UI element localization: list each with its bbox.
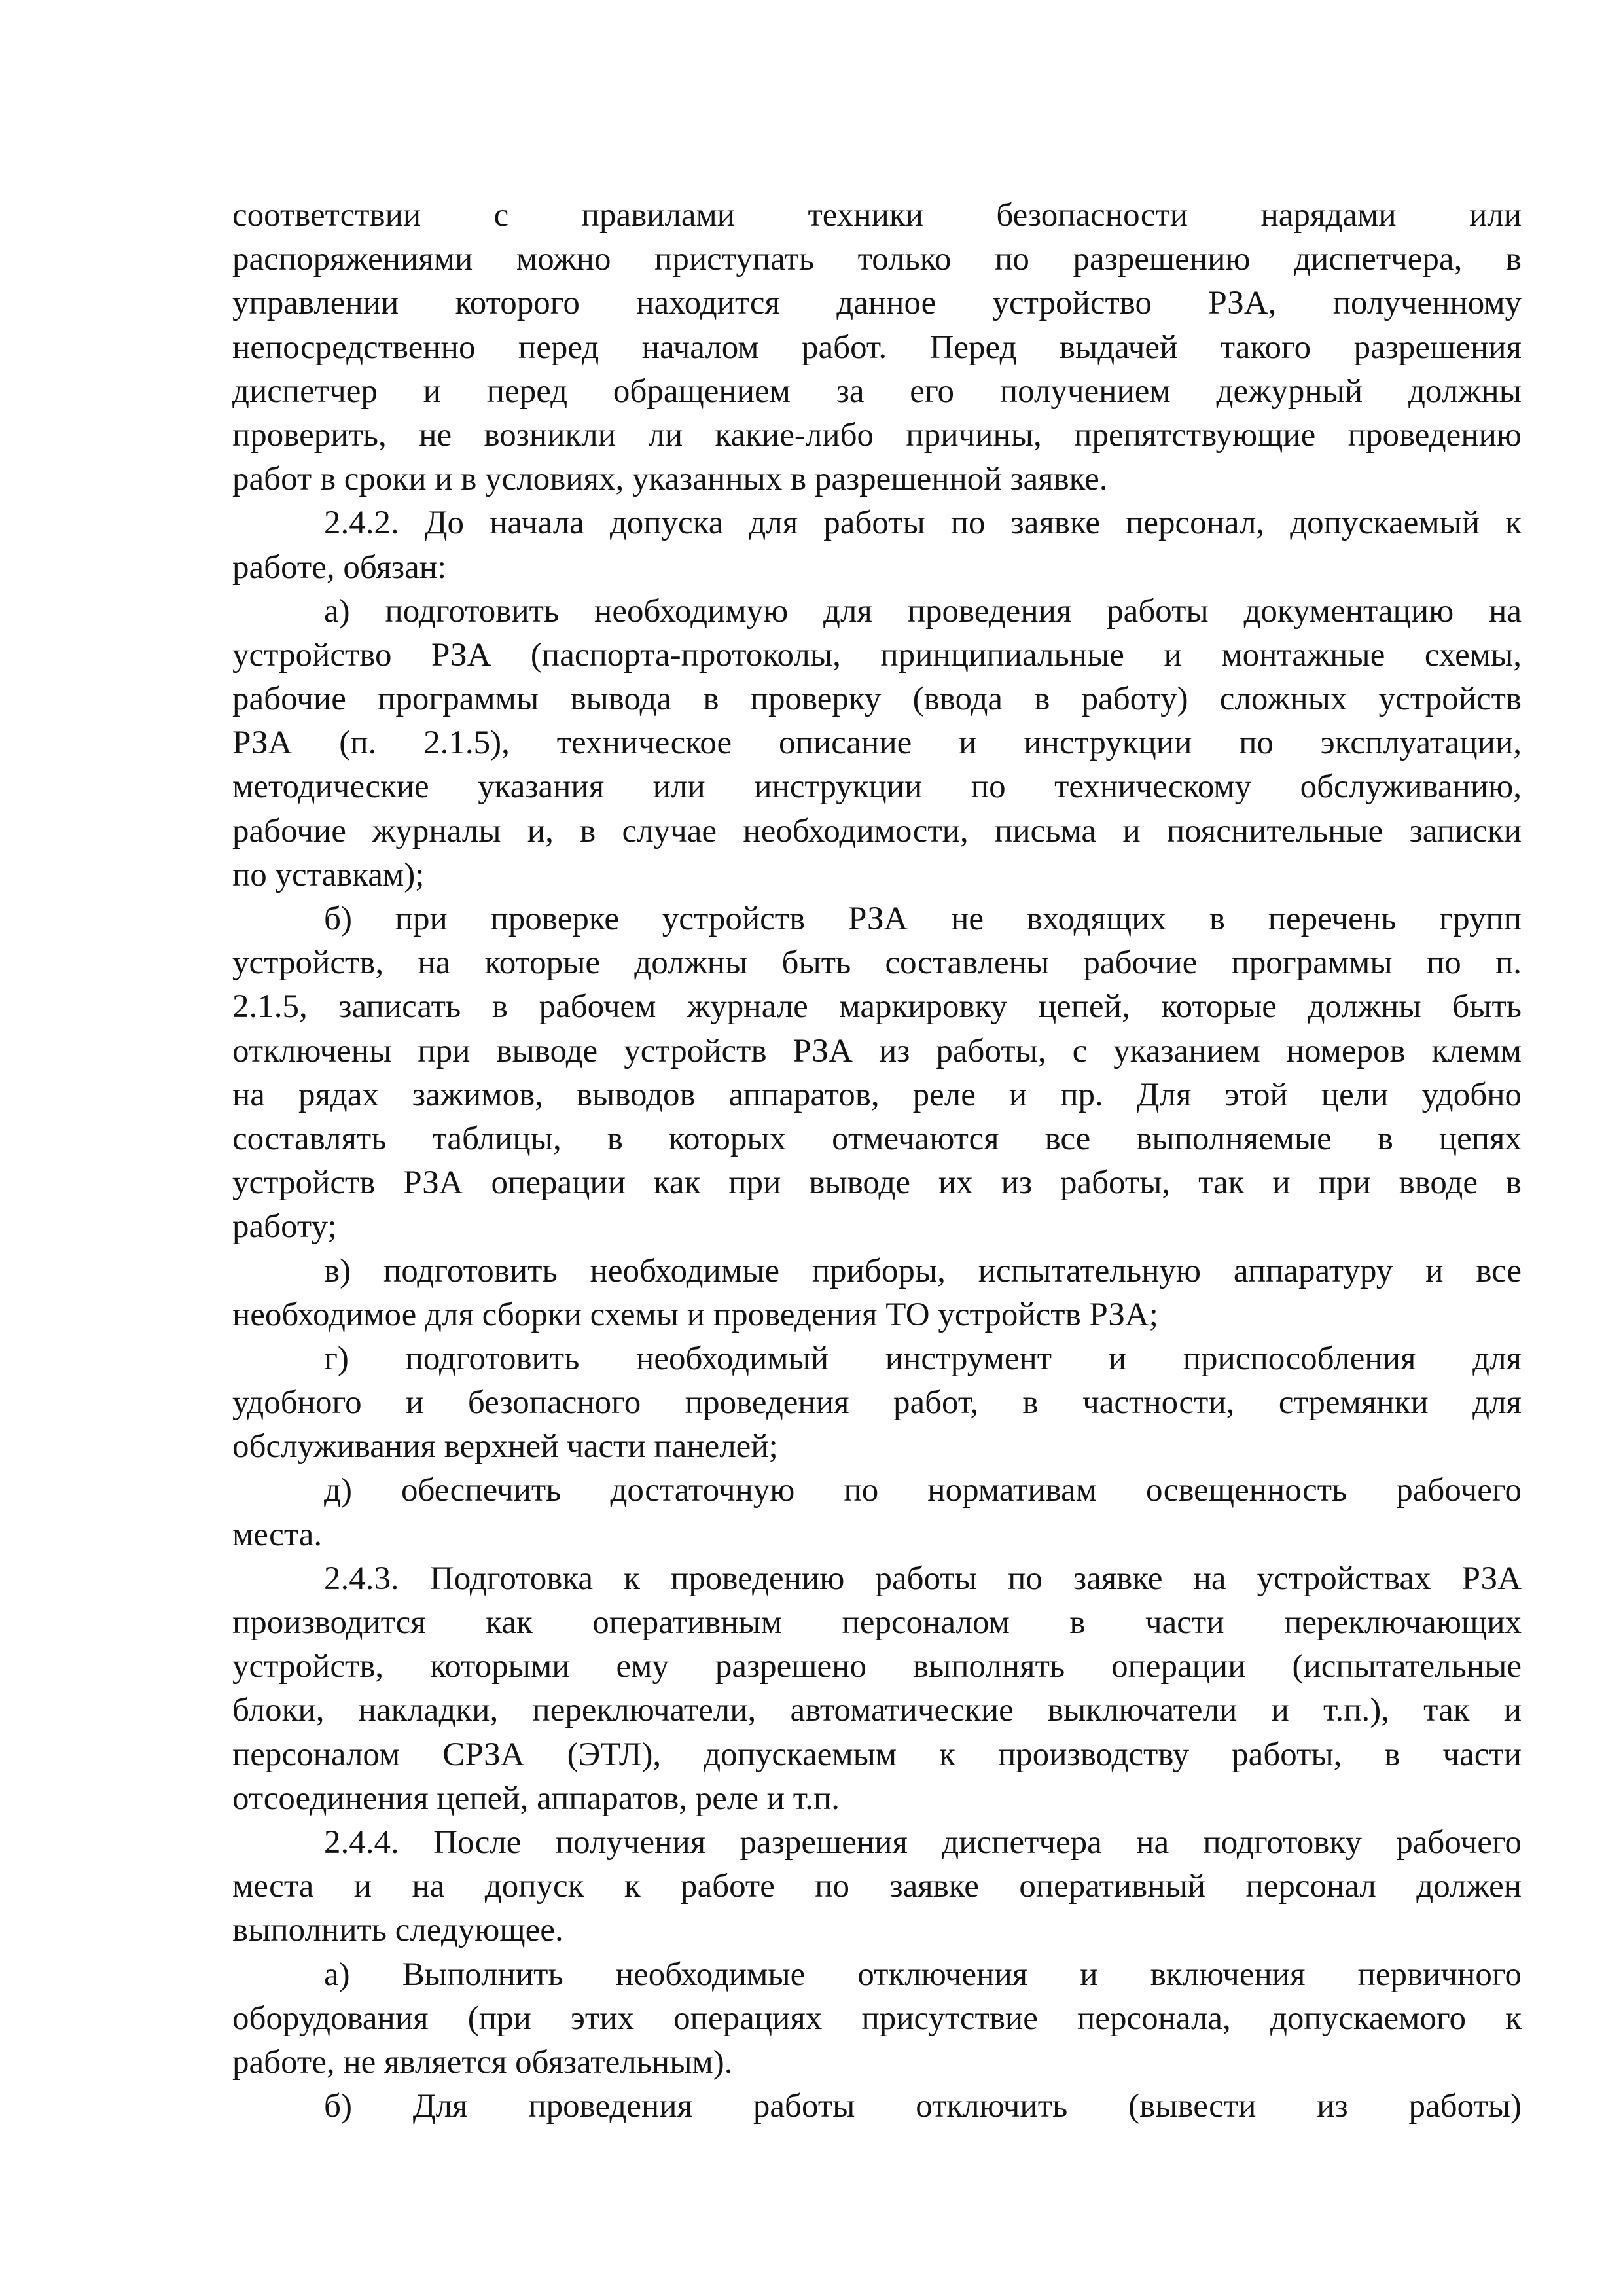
text-line: 2.4.3. Подготовка к проведению работы по заявке на устройствах РЗА [324, 1560, 1522, 1597]
text-line: обслуживания верхней части панелей; [232, 1428, 778, 1465]
text-line: на рядах зажимов, выводов аппаратов, реле и пр. Для этой цели удобно [232, 1076, 1522, 1113]
text-line: непосредственно перед началом работ. Перед выдачей такого разрешения [232, 329, 1522, 366]
text-line: работ в сроки и в условиях, указанных в разрешенной заявке. [232, 461, 1108, 498]
text-line: 2.1.5, записать в рабочем журнале маркировку цепей, которые должны быть [232, 988, 1522, 1026]
document-text [232, 194, 1522, 2128]
text-line: рабочие журналы и, в случае необходимости, письма и пояснительные записки [232, 812, 1522, 850]
text-line: б) Для проведения работы отключить (вывести из работы) [324, 2088, 1522, 2125]
text-line: отсоединения цепей, аппаратов, реле и т.п. [232, 1780, 840, 1817]
text-line: управлении которого находится данное устройство РЗА, полученному [232, 285, 1522, 322]
text-line: проверить, не возникли ли какие-либо причины, препятствующие проведению [232, 416, 1522, 454]
text-line: места и на допуск к работе по заявке оперативный персонал должен [232, 1868, 1522, 1905]
text-line: работе, обязан: [232, 548, 447, 586]
text-line: устройств, которыми ему разрешено выполнять операции (испытательные [232, 1648, 1522, 1685]
text-line: г) подготовить необходимый инструмент и приспособления для [324, 1340, 1522, 1377]
text-line: персоналом СРЗА (ЭТЛ), допускаемым к производству работы, в части [232, 1736, 1522, 1773]
text-line: соответствии с правилами техники безопасности нарядами или [232, 197, 1522, 234]
text-line: оборудования (при этих операциях присутствие персонала, допускаемого к [232, 2000, 1522, 2037]
text-line: в) подготовить необходимые приборы, испытательную аппаратуру и все [324, 1252, 1522, 1289]
text-line: блоки, накладки, переключатели, автоматические выключатели и т.п.), так и [232, 1692, 1522, 1729]
text-line: выполнить следующее. [232, 1912, 563, 1949]
text-line: по уставкам); [232, 856, 425, 893]
text-line: методические указания или инструкции по техническому обслуживанию, [232, 768, 1522, 806]
text-line: распоряжениями можно приступать только по разрешению диспетчера, в [232, 241, 1522, 278]
text-line: устройств, на которые должны быть составлены рабочие программы по п. [232, 944, 1522, 982]
text-line: диспетчер и перед обращением за его получением дежурный должны [232, 372, 1522, 410]
text-line: производится как оперативным персоналом в части переключающих [232, 1604, 1522, 1641]
text-line: устройство РЗА (паспорта-протоколы, принципиальные и монтажные схемы, [232, 636, 1522, 673]
text-line: необходимое для сборки схемы и проведения ТО устройств РЗА; [232, 1296, 1158, 1333]
text-line: а) подготовить необходимую для проведения работы документацию на [324, 592, 1522, 630]
text-line: работе, не является обязательным). [232, 2043, 733, 2081]
text-line: места. [232, 1516, 323, 1553]
text-line: устройств РЗА операции как при выводе их из работы, так и при вводе в [232, 1164, 1522, 1202]
text-line: удобного и безопасного проведения работ, в частности, стремянки для [232, 1384, 1522, 1422]
text-line: работу; [232, 1208, 337, 1246]
text-line: составлять таблицы, в которых отмечаются все выполняемые в цепях [232, 1120, 1522, 1157]
text-line: б) при проверке устройств РЗА не входящих в перечень групп [324, 901, 1522, 937]
text-line: а) Выполнить необходимые отключения и включения первичного [324, 1956, 1522, 1993]
text-line: рабочие программы вывода в проверку (ввода в работу) сложных устройств [232, 681, 1522, 718]
text-line: 2.4.4. После получения разрешения диспетчера на подготовку рабочего [324, 1823, 1522, 1861]
text-line: 2.4.2. До начала допуска для работы по заявке персонал, допускаемый к [324, 505, 1522, 542]
text-line: отключены при выводе устройств РЗА из работы, с указанием номеров клемм [232, 1032, 1522, 1069]
text-line: РЗА (п. 2.1.5), техническое описание и инструкции по эксплуатации, [232, 725, 1522, 762]
text-line: д) обеспечить достаточную по нормативам освещенность рабочего [324, 1472, 1522, 1509]
